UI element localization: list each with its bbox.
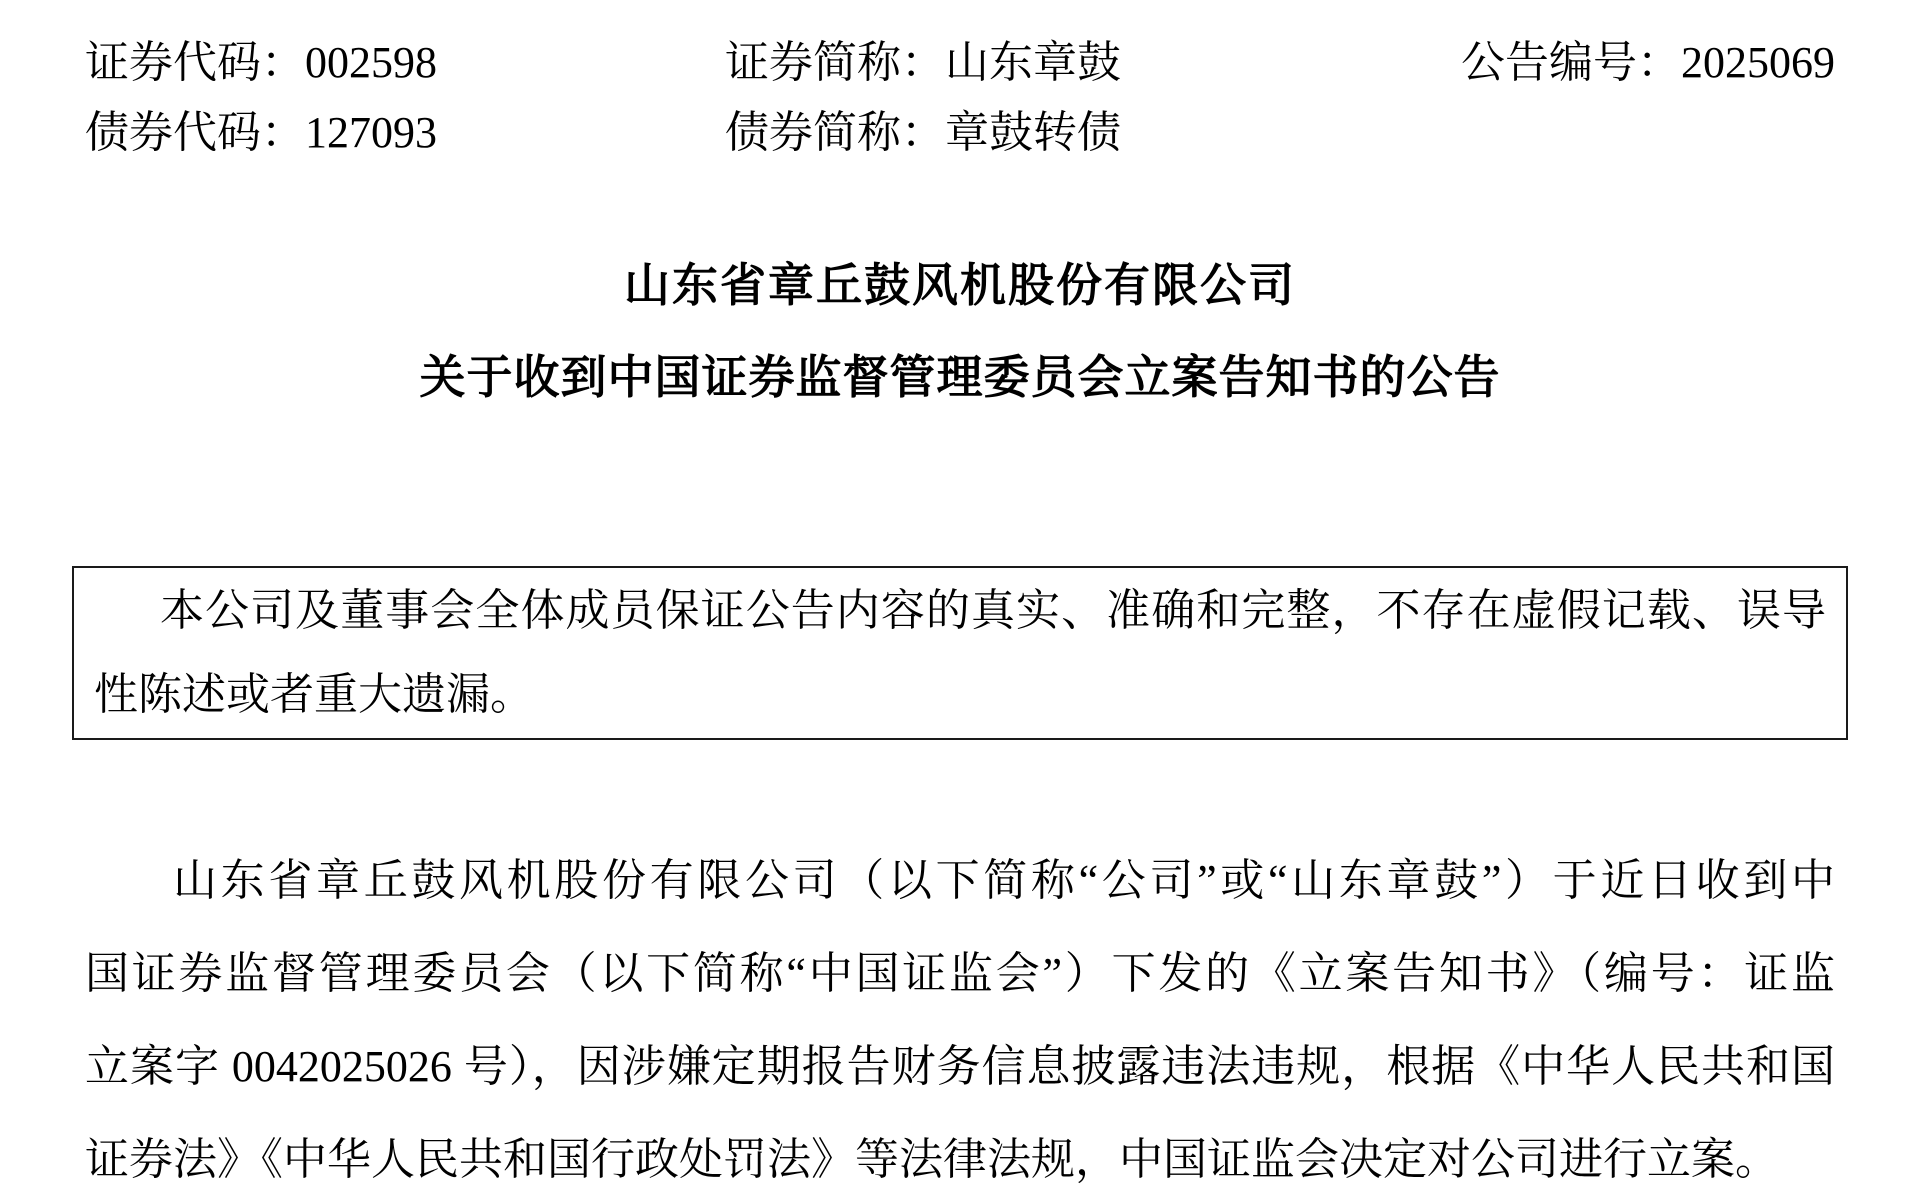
securities-header-row-2 [85, 98, 1835, 168]
disclaimer-box [72, 566, 1848, 740]
disclaimer-line-2: 性陈述或者重大遗漏。 [94, 670, 534, 719]
body-paragraph [85, 834, 1835, 1184]
disclaimer-line-1: 本公司及董事会全体成员保证公告内容的真实、准确和完整，不存在虚假记载、误导 [160, 586, 1826, 635]
body-line-3: 立案字 0042025026 号），因涉嫌定期报告财务信息披露违法违规，根据《中华人民共和国 [85, 1042, 1835, 1091]
stock-short-name: 证券简称：山东章鼓 [725, 38, 1121, 87]
bond-short-name: 债券简称：章鼓转债 [725, 108, 1121, 157]
securities-header-row-1 [85, 28, 1835, 98]
announcement-number: 公告编号：2025069 [1461, 38, 1835, 87]
announcement-title: 关于收到中国证券监督管理委员会立案告知书的公告 [419, 352, 1501, 403]
company-name-title: 山东省章丘鼓风机股份有限公司 [624, 260, 1296, 311]
bond-code: 债券代码：127093 [85, 108, 437, 157]
body-line-2: 国证券监督管理委员会（以下简称“中国证监会”）下发的《立案告知书》（编号：证监 [85, 949, 1835, 998]
body-line-4: 证券法》《中华人民共和国行政处罚法》等法律法规，中国证监会决定对公司进行立案。 [85, 1135, 1779, 1184]
stock-code: 证券代码：002598 [85, 38, 437, 87]
header-row2-spacer [1460, 98, 1835, 168]
body-line-1: 山东省章丘鼓风机股份有限公司（以下简称“公司”或“山东章鼓”）于近日收到中 [173, 856, 1835, 905]
